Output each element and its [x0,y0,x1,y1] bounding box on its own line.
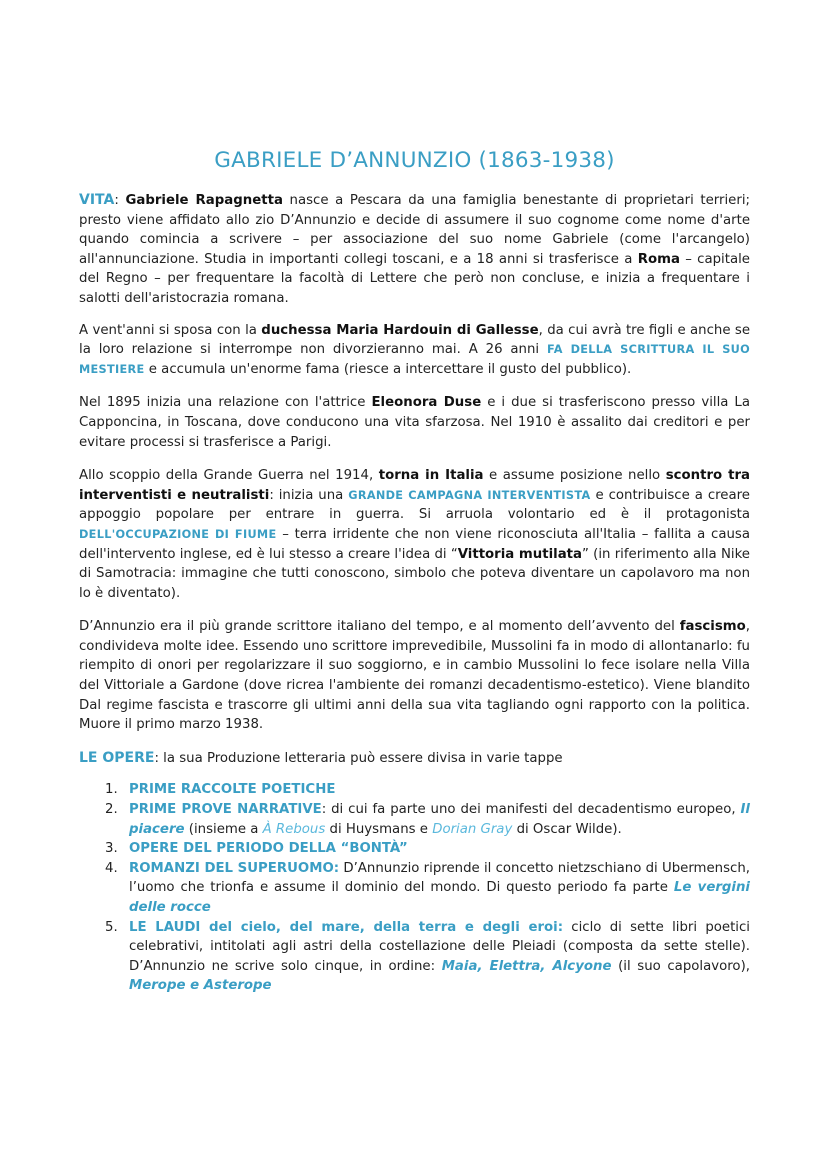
highlight-term: DELL'OCCUPAZIONE DI FIUME [79,527,277,541]
paragraph-duse: Nel 1895 inizia una relazione con l'attrice Eleonora Duse e i due si trasferiscono presso villa La Capponcina, in Toscana, dove conducono una vita sfarzosa. Nel 1910 è assalito dai creditori e per evitare processi si trasferisce a Parigi. [79,395,750,450]
bold-term: Vittoria mutilata [457,546,583,562]
list-item: 1. PRIME RACCOLTE POETICHE [105,782,336,798]
section-label-vita: VITA [79,192,115,208]
bold-term: scontro tra interventisti e neutralisti [79,468,750,503]
paragraph-opere-intro: LE OPERE: la sua Produzione letteraria può essere divisa in varie tappe [79,749,563,766]
bold-term: duchessa Maria Hardouin di Gallesse [261,322,539,338]
bold-term: Gabriele Rapagnetta [125,193,283,208]
page-title: GABRIELE D’ANNUNZIO (1863-1938) [214,148,615,173]
paragraph-vita: VITA: Gabriele Rapagnetta nasce a Pescara da una famiglia benestante di proprietari terrieri; presto viene affidato allo zio D’Annunzio e decide di assumere il suo cognome come nome d'arte quando comincia a scrivere – per associazione del suo nome Gabriele (come l'arcangelo) all'annunciazione. Studia in importanti collegi toscani, e a 18 anni si trasferisce a Roma – capitale del Regno – per frequentare la facoltà di Lettere che però non concluse, e inizia a frequentare i salotti dell'aristocrazia romana. [79,192,750,306]
highlight-term: FA DELLA SCRITTURA IL SUO MESTIERE [79,343,751,376]
paragraph-war: Allo scoppio della Grande Guerra nel 1914, torna in Italia e assume posizione nello scontro tra interventisti e neutralisti: inizia una GRANDE CAMPAGNA INTERVENTISTA e contribuisce a creare appoggio popolare per entrare in guerra. Si arruola volontario ed è il protagonista DELL'OCCUPAZIONE DI FIUME – terra irridente che non viene riconosciuta all'Italia – fallita a causa dell'intervento inglese, ed è lui stesso a creare l'idea di “Vittoria mutilata” (in riferimento alla Nike di Samotracia: immagine che tutti conoscono, simbolo che poteva diventare un capolavoro ma non lo è diventato). [79,468,751,601]
section-label-opere: LE OPERE [79,749,155,766]
list-item: 3. OPERE DEL PERIODO DELLA “BONTÀ” [105,841,408,857]
bold-term: fascismo [679,619,746,635]
paragraph-marriage: A vent'anni si sposa con la duchessa Maria Hardouin di Gallesse, da cui avrà tre figli e anche se la loro relazione si interrompe non divorzieranno mai. A 26 anni FA DELLA SCRITTURA IL SUO MESTIERE e accumula un'enorme fama (riesce a intercettare il gusto del pubblico). [79,322,751,377]
bold-term: torna in Italia [378,468,484,484]
list-item: 2. PRIME PROVE NARRATIVE: di cui fa parte uno dei manifesti del decadentismo europeo, Il piacere (insieme a À Rebous di Huysmans e Dorian Gray di Oscar Wilde). [105,802,750,837]
list-item: 5. LE LAUDI del cielo, del mare, della terra e degli eroi: ciclo di sette libri poetici celebrativi, intitolati agli astri della costellazione delle Pleiadi (composta da sette stelle). D’Annunzio ne scrive solo cinque, in ordine: Maia, Elettra, Alcyone (il suo capolavoro), Merope e Asterope [105,919,750,994]
list-item: 4. ROMANZI DEL SUPERUOMO: D’Annunzio riprende il concetto nietzschiano di Ubermensch, l’uomo che trionfa e assume il dominio del mondo. Di questo periodo fa parte Le vergini delle rocce [105,860,751,915]
bold-term: Roma [637,251,680,267]
works-list [79,780,750,996]
paragraph-fascism: D’Annunzio era il più grande scrittore italiano del tempo, e al momento dell’avvento del fascismo, condivideva molte idee. Essendo uno scrittore imprevedibile, Mussolini fa in modo di allontanarlo: fu riempito di onori per regolarizzare il suo soggiorno, e in cambio Mussolini lo fece isolare nella Villa del Vittoriale a Gardone (dove ricrea l'ambiente dei romanzi decadentismo-estetico). Viene blandito Dal regime fascista e trascorre gli ultimi anni della sua vita tagliando ogni rapporto con la politica. Muore il primo marzo 1938. [79,619,750,733]
highlight-term: GRANDE CAMPAGNA INTERVENTISTA [348,488,591,502]
bold-term: Eleonora Duse [371,395,482,411]
